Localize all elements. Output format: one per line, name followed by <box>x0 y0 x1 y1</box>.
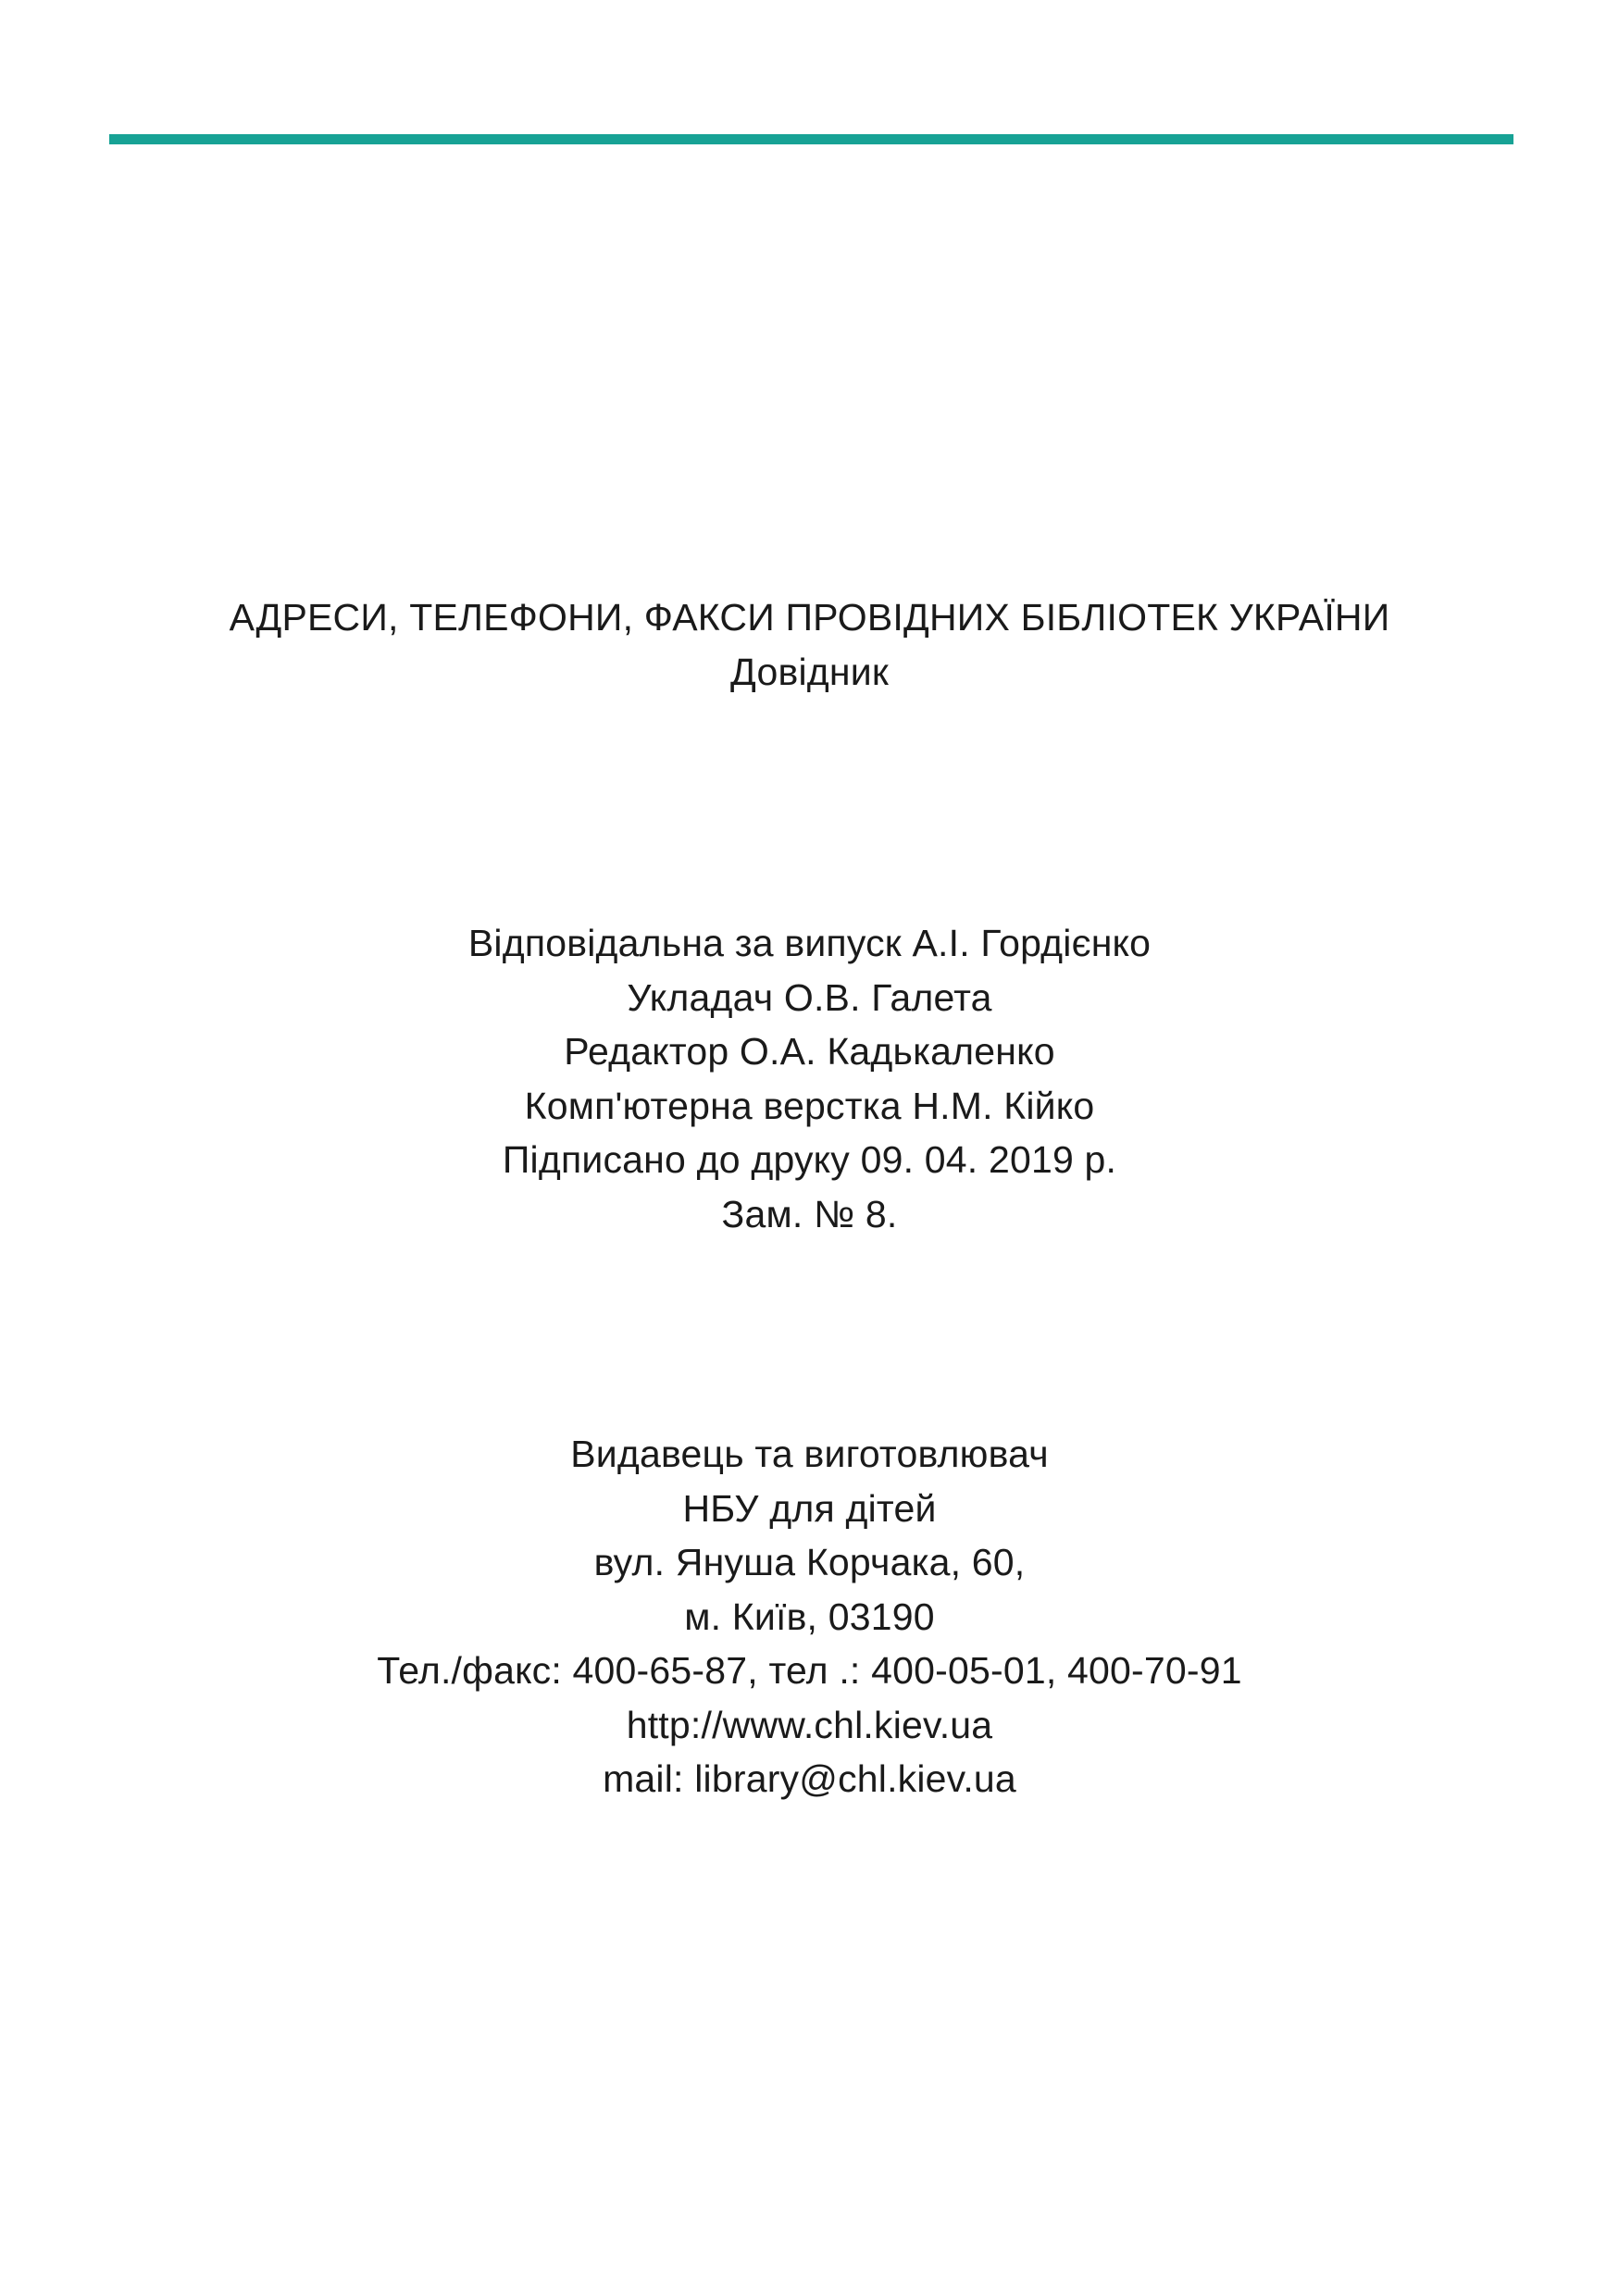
editor-line: Редактор О.А. Кадькаленко <box>564 1030 1055 1073</box>
publisher-street: вул. Януша Корчака, 60, <box>593 1541 1026 1583</box>
publisher-website[interactable]: http://www.chl.kiev.ua <box>626 1703 993 1746</box>
credits-block <box>0 916 1619 1241</box>
responsible-line: Відповідальна за випуск А.І. Гордієнко <box>467 922 1152 964</box>
publisher-heading: Видавець та виготовлювач <box>570 1433 1049 1475</box>
publisher-phones: Тел./факс: 400-65-87, тел .: 400-05-01, 400-70-91 <box>377 1649 1242 1692</box>
compiler-line: Укладач О.В. Галета <box>627 975 992 1019</box>
layout-line: Комп'ютерна верстка Н.М. Кійко <box>524 1084 1095 1127</box>
publisher-block <box>0 1427 1619 1806</box>
document-title: АДРЕСИ, ТЕЛЕФОНИ, ФАКСИ ПРОВІДНИХ БІБЛІОТЕК УКРАЇНИ <box>229 596 1390 639</box>
publisher-email[interactable]: mail: library@chl.kiev.ua <box>603 1757 1016 1800</box>
signed-line: Підписано до друку 09. 04. 2019 р. <box>502 1138 1117 1181</box>
title-block <box>0 590 1619 699</box>
order-line: Зам. № 8. <box>721 1192 898 1235</box>
document-subtitle: Довідник <box>730 650 889 693</box>
top-accent-rule <box>109 134 1513 144</box>
publisher-name: НБУ для дітей <box>682 1486 937 1530</box>
publisher-city: м. Київ, 03190 <box>684 1595 935 1638</box>
